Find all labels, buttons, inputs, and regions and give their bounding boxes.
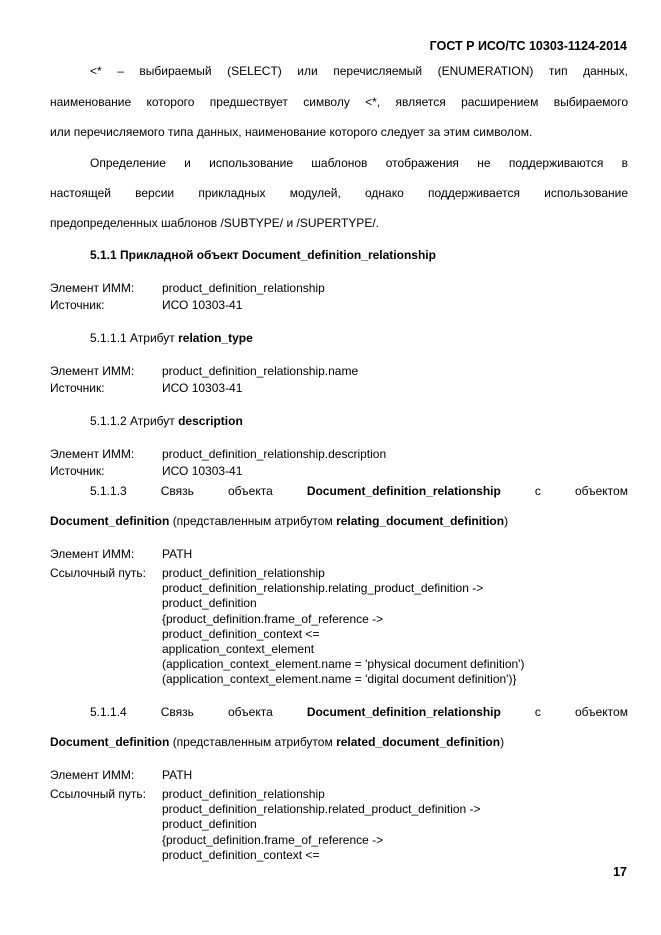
imm-element-label: Элемент ИММ: bbox=[50, 281, 135, 295]
heading-word: с bbox=[534, 705, 541, 719]
imm-element-label: Элемент ИММ: bbox=[50, 364, 135, 378]
intro-line-1: <* – выбираемый (SELECT) или перечисляемый (ENUMERATION) тип данных, bbox=[90, 64, 628, 78]
source-value: ИСО 10303-41 bbox=[162, 464, 243, 478]
heading-word: с bbox=[534, 484, 541, 498]
closing-paren: ) bbox=[500, 735, 505, 749]
section-5-1-1-heading: 5.1.1 Прикладной объект Document_definition_relationship bbox=[90, 248, 436, 262]
source-label: Источник: bbox=[50, 298, 105, 312]
intro-line-5: настоящей версии прикладных модулей, однако поддерживается использование bbox=[50, 186, 628, 200]
heading-number: 5.1.1.3 bbox=[90, 484, 127, 498]
path-line: application_context_element bbox=[162, 642, 315, 657]
path-line: product_definition_relationship bbox=[162, 566, 325, 580]
heading-word: объектом bbox=[574, 705, 628, 719]
closing-paren: ) bbox=[504, 514, 509, 528]
imm-element-value: PATH bbox=[162, 768, 193, 782]
attribute-name: relating_document_definition bbox=[336, 514, 505, 528]
section-5-1-1-3-heading-line2 bbox=[50, 514, 508, 528]
path-line: (application_context_element.name = 'physical document definition') bbox=[162, 657, 525, 672]
heading-number: 5.1.1.4 bbox=[90, 705, 127, 719]
section-5-1-1-4-heading bbox=[90, 705, 628, 719]
path-line: product_definition_relationship.relating_product_definition -> bbox=[162, 581, 484, 596]
intro-line-2: наименование которого предшествует символу <*, является расширением выбираемого bbox=[50, 95, 628, 109]
reference-path bbox=[162, 566, 524, 688]
imm-element-label: Элемент ИММ: bbox=[50, 768, 135, 782]
source-label: Источник: bbox=[50, 381, 105, 395]
reference-path-label: Ссылочный путь: bbox=[50, 566, 146, 580]
imm-element-value: product_definition_relationship.name bbox=[162, 364, 359, 378]
source-label: Источник: bbox=[50, 464, 105, 478]
heading-text: (представленным атрибутом bbox=[172, 735, 333, 749]
target-entity-name: Document_definition bbox=[50, 514, 170, 528]
entity-name: Document_definition_relationship bbox=[306, 705, 501, 719]
path-line: product_definition_context <= bbox=[162, 626, 320, 641]
path-line: (application_context_element.name = 'digital document definition')} bbox=[162, 672, 517, 687]
section-5-1-1-2-heading bbox=[90, 414, 243, 428]
path-line: {product_definition.frame_of_reference -> bbox=[162, 832, 384, 847]
path-line: {product_definition.frame_of_reference -> bbox=[162, 611, 384, 626]
heading-word: Связь bbox=[160, 705, 194, 719]
section-5-1-1-4-heading-line2 bbox=[50, 735, 504, 749]
path-line: product_definition_relationship bbox=[162, 787, 325, 801]
heading-text: (представленным атрибутом bbox=[172, 514, 333, 528]
imm-element-value: product_definition_relationship bbox=[162, 281, 325, 295]
intro-line-6: предопределенных шаблонов /SUBTYPE/ и /SUPERTYPE/. bbox=[50, 216, 379, 230]
attribute-name: description bbox=[178, 414, 243, 428]
heading-word: объекта bbox=[228, 705, 273, 719]
path-line: product_definition_context <= bbox=[162, 847, 320, 862]
path-line: product_definition_relationship.related_product_definition -> bbox=[162, 802, 481, 817]
heading-prefix: 5.1.1.2 Атрибут bbox=[90, 414, 175, 428]
target-entity-name: Document_definition bbox=[50, 735, 170, 749]
document-code: ГОСТ Р ИСО/ТС 10303-1124-2014 bbox=[429, 39, 627, 53]
heading-word: объектом bbox=[574, 484, 628, 498]
source-value: ИСО 10303-41 bbox=[162, 381, 243, 395]
section-5-1-1-3-heading bbox=[90, 484, 628, 498]
heading-word: объекта bbox=[228, 484, 273, 498]
entity-name: Document_definition_relationship bbox=[306, 484, 501, 498]
heading-prefix: 5.1.1.1 Атрибут bbox=[90, 331, 175, 345]
imm-element-label: Элемент ИММ: bbox=[50, 447, 135, 461]
source-value: ИСО 10303-41 bbox=[162, 298, 243, 312]
page-number: 17 bbox=[613, 865, 627, 879]
imm-element-label: Элемент ИММ: bbox=[50, 547, 135, 561]
imm-element-value: product_definition_relationship.description bbox=[162, 447, 387, 461]
attribute-name: related_document_definition bbox=[336, 735, 501, 749]
intro-line-3: или перечисляемого типа данных, наименование которого следует за этим символом. bbox=[50, 125, 533, 139]
section-5-1-1-1-heading bbox=[90, 331, 253, 345]
path-line: product_definition bbox=[162, 596, 257, 611]
intro-line-4: Определение и использование шаблонов отображения не поддерживаются в bbox=[90, 156, 628, 170]
reference-path-label: Ссылочный путь: bbox=[50, 787, 146, 801]
reference-path bbox=[162, 787, 481, 863]
imm-element-value: PATH bbox=[162, 547, 193, 561]
attribute-name: relation_type bbox=[178, 331, 253, 345]
heading-word: Связь bbox=[160, 484, 194, 498]
path-line: product_definition bbox=[162, 817, 257, 832]
